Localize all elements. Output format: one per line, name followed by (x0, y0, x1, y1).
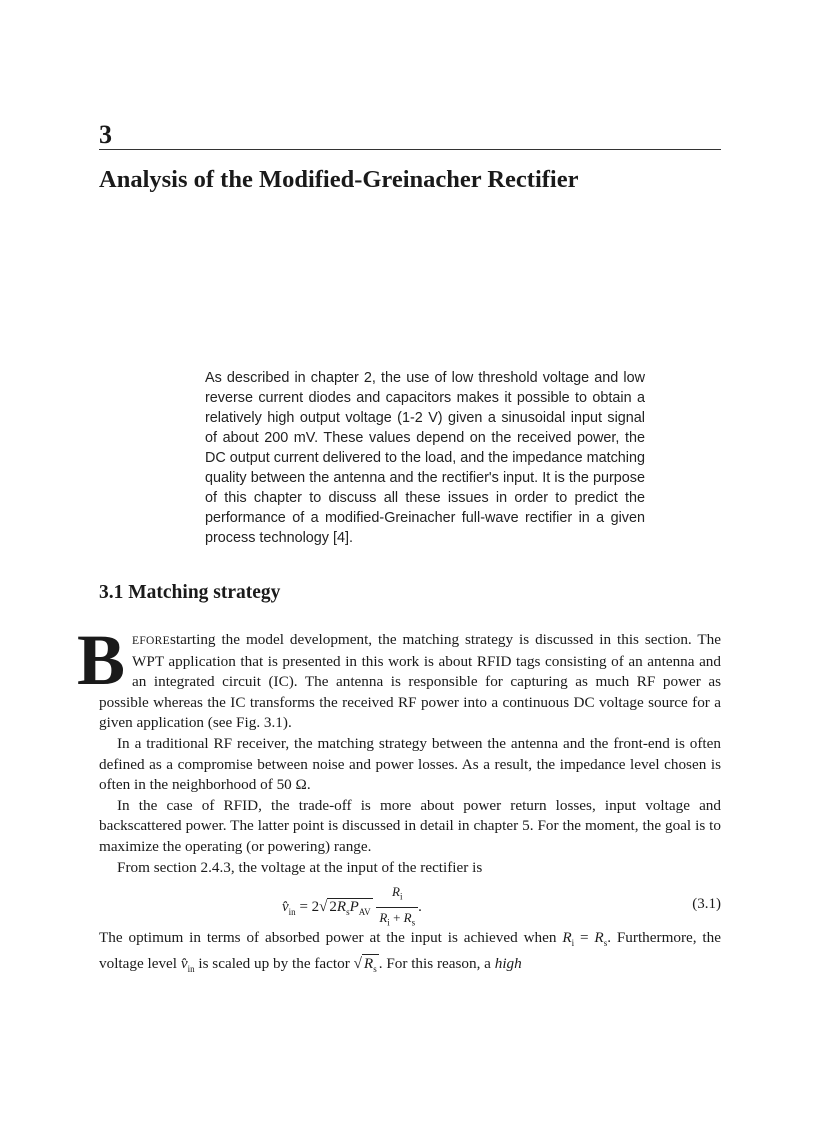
chapter-number: 3 (99, 120, 112, 149)
paragraph-4: From section 2.4.3, the voltage at the input of the rectifier is (117, 858, 483, 876)
drop-cap: B (77, 620, 126, 700)
small-caps-lead: EFORE (132, 635, 170, 647)
chapter-rule (99, 149, 721, 150)
paragraph-2: In a traditional RF receiver, the matching strategy between the antenna and the front-end is often defined as a compromise between noise and power losses. As a result, the impedance level chosen is often in the neighborhood of 50 Ω. (99, 734, 721, 794)
equation-body: $v̂_{in} = 2√$ $2R_sP_{AV}$ $\frac{R_i}{R_i + R_s}$ . (282, 882, 422, 933)
paragraph-3: In the case of RFID, the trade-off is more about power return losses, input voltage and backscattered power. The latter point is discussed in detail in chapter 5. For the moment, the goal is to maximize the operating (or powering) range. (99, 796, 721, 855)
chapter-title: Analysis of the Modified-Greinacher Rectifier (99, 166, 579, 193)
paragraph-1-text: starting the model development, the matching strategy is discussed in this section. The WPT application that is presented in this work is about RFID tags consisting of an antenna and an integrated circuit (IC). The antenna is responsible for capturing as much RF power as possible whereas the IC transforms the received RF power into a continuous DC voltage source for a given application (see Fig. 3.1). (99, 631, 721, 732)
paragraph-5: The optimum in terms of absorbed power at the input is achieved when $R_i = R_s$. Furthermore, the voltage level $v̂_{in}$ is scaled up by the factor √ $R_s$ . For this reason, a high (99, 929, 721, 974)
section-body (77, 620, 721, 979)
chapter-abstract: As described in chapter 2, the use of low threshold voltage and low reverse current diodes and capacitors makes it possible to obtain a relatively high output voltage (1-2 V) given a sinusoidal input signal of about 200 mV. These values depend on the received power, the DC output current delivered to the load, and the impedance matching quality between the antenna and the rectifier's input. It is the purpose of this chapter to discuss all these issues in order to predict the performance of a modified-Greinacher full-wave rectifier in a given process technology [4]. (205, 370, 645, 546)
equation-fraction: $\frac{R_i}{R_i + R_s}$ (376, 882, 418, 933)
equation-3-1 (99, 880, 721, 926)
equation-number: (3.1) (692, 896, 721, 913)
paragraph-1 (77, 620, 721, 734)
section-title: 3.1 Matching strategy (99, 582, 281, 603)
